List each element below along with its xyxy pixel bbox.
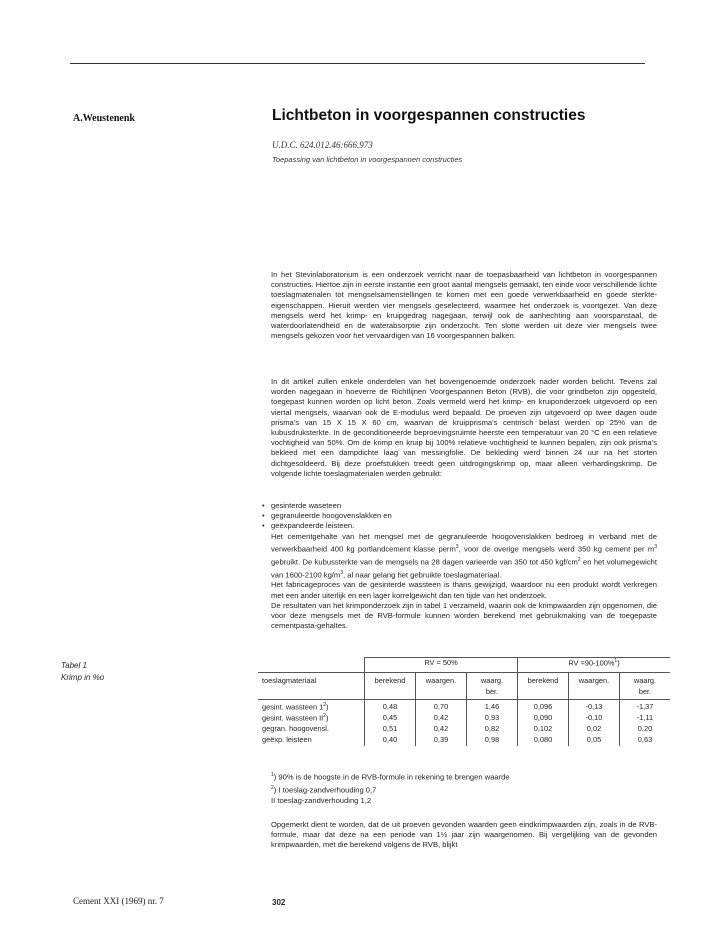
header-rule bbox=[70, 63, 645, 64]
paragraph-intro bbox=[271, 270, 657, 341]
cell-value: 0,70 bbox=[416, 700, 467, 714]
table-row bbox=[258, 724, 670, 735]
aggregate-list bbox=[262, 501, 392, 532]
table-column-header bbox=[258, 673, 670, 688]
cell-value: 0,39 bbox=[416, 735, 467, 746]
cell-value: -1,37 bbox=[620, 700, 671, 714]
col-header-waargen: waargen. bbox=[416, 673, 467, 688]
cell-value: 0,93 bbox=[467, 713, 518, 724]
cell-value: 0,02 bbox=[569, 724, 620, 735]
list-item: • gesinterde waseteen bbox=[262, 501, 392, 511]
paren: ) bbox=[326, 702, 329, 712]
cell-value: 0,102 bbox=[518, 724, 569, 735]
paragraph-method bbox=[271, 377, 657, 479]
cell-material bbox=[258, 735, 365, 746]
table-footnotes bbox=[271, 770, 510, 806]
list-item: • gegranuleerde hoogovenslakken en bbox=[262, 511, 392, 521]
superscript: 1 bbox=[271, 772, 274, 778]
col-subheader-ber: ber. bbox=[620, 687, 671, 700]
text-run: geëxp. leisteen bbox=[262, 735, 312, 744]
text-run: ) I toeslag-zandverhouding 0,7 bbox=[273, 785, 377, 795]
cell-value: 0,51 bbox=[365, 724, 416, 735]
cell-value: 1,46 bbox=[467, 700, 518, 714]
cell-value: 0,090 bbox=[518, 713, 569, 724]
cell-value: 0,42 bbox=[416, 724, 467, 735]
col-header-material: toeslagmateriaal bbox=[258, 673, 365, 688]
superscript: 3 bbox=[340, 569, 344, 576]
paragraph-fabrication: Het fabricageproces van de gesinterde wassteen is thans gewijzigd, waardoor nu een produkt wordt verkregen met een ander uiterlijk en een lager korrelgewicht dan ten tijde van het onderzoek. bbox=[271, 580, 657, 600]
cell-value: -1,11 bbox=[620, 713, 671, 724]
cell-value: 0,82 bbox=[467, 724, 518, 735]
table-caption bbox=[61, 660, 104, 684]
col-header-berekend: berekend bbox=[365, 673, 416, 688]
author-name: A.Weustenenk bbox=[73, 113, 135, 124]
group-label: RV =90-100% bbox=[568, 658, 615, 668]
text-run: gegran. hoogovensl. bbox=[262, 724, 329, 733]
footnote-3: II toeslag-zandverhouding 1,2 bbox=[271, 796, 372, 806]
cell-material bbox=[258, 724, 365, 735]
group-label: RV = 50% bbox=[424, 658, 458, 667]
cell-value: 0,48 bbox=[365, 700, 416, 714]
paragraph-intro-text: In het Stevinlaboratorium is een onderzoek verricht naar de toepasbaarheid van lichtbeton in voorgespannen constructies. Hiertoe zijn in eerste instantie een groot aantal mengsels gemaakt, ten einde voor verschillende lichte toeslagmaterialen tot mengselsamenstellingen te komen met een goede verwerkbaarheid en goede sterkte-eigenschappen. Hieruit werden vier mengsels geselecteerd, waarmee het onderzoek is voortgezet. Van deze mengsels werd het krimp- en kruipgedrag nagegaan, terwijl ook de aanhechting aan voorspanstaal, de waterdoorlatendheid en de waterabsorptie zijn onderzocht. Ten slotte werden uit deze vier mengsels twee mengsels gekozen voor het vervaardigen van 16 voorgespannen balken. bbox=[271, 270, 657, 341]
paragraph-table-reference: De resultaten van het krimponderzoek zijn in tabel 1 verzameld, waarin ook de krimpwaarden zijn opgenomen, die voor deze mengsels met de RVB-formule kunnen worden berekend met gebruikmaking van de toegepaste cementpasta-gehaltes. bbox=[271, 600, 657, 631]
paragraph-conclusion-text: Opgemerkt dient te worden, dat de uit proeven gevonden waarden geen eindkrimpwaarden zijn, zoals in de RVB-formule, maar dat deze na een periode van 1½ jaar zijn waargenomen. Bij vergelijking van de gevonden krimpwaarden, met die berekend volgens de RVB, blijkt bbox=[271, 820, 657, 850]
paragraph-results bbox=[271, 532, 657, 631]
cell-value: -0,13 bbox=[569, 700, 620, 714]
paragraph-method-text: In dit artikel zullen enkele onderdelen van het bovengenoemde onderzoek nader worden belicht. Tevens zal worden nagegaan in hoeverre de Richtlijnen Voorgespannen Beton (RVB), die voor grindbeton zijn opgesteld, toegepast kunnen worden op licht beton. Zoals vermeld werd het krimp- en kruiponderzoek uitgevoerd op een viertal mengsels, waarvan ook de E-modulus werd bepaald. De proeven zijn uitgevoerd op twee dagen oude prisma's van 15 X 15 X 60 cm, waarvan de kruipprisma's centrisch belast werden op 25% van de kubusdruksterkte. In de geconditioneerde beproevingsruimte heerste een temperatuur van 20 °C en een relatieve vochtigheid van 50%. Om de krimp en kruip bij 100% relatieve vochtigheid te kunnen bepalen, zijn ook prisma's bekleed met een dampdichte laag van messingfolie. De bekleding werd binnen 24 uur na het storten dichtgesoldeerd. Bij deze proefstukken treedt geen uitdrogingskrimp op, maar alleen verhardingskrimp. De volgende lichte toeslagmaterialen werden gebruikt: bbox=[271, 377, 657, 478]
cell-value: 0,63 bbox=[620, 735, 671, 746]
text-run: en het volumegewicht van 1600-2100 kg/m bbox=[271, 557, 658, 580]
journal-reference: Cement XXI (1969) nr. 7 bbox=[73, 896, 164, 906]
text-run: ) 90% is de hoogste in de RVB-formule in rekening te brengen waarde bbox=[273, 772, 510, 782]
superscript: 2 bbox=[323, 713, 326, 719]
superscript: 3 bbox=[654, 544, 657, 551]
col-header-berekend: berekend bbox=[518, 673, 569, 688]
list-item: • geëxpandeerde leisteen. bbox=[262, 521, 392, 531]
page-number: 302 bbox=[272, 898, 286, 907]
cell-value: 0,20 bbox=[620, 724, 671, 735]
table-number: Tabel 1 bbox=[61, 661, 87, 670]
col-header-waarg-ber: waarg. bbox=[467, 673, 518, 688]
cell-value: 0,40 bbox=[365, 735, 416, 746]
table-row bbox=[258, 713, 670, 724]
udc-code: U.D.C. 624.012.46:666.973 bbox=[272, 140, 373, 150]
text-run: , al naar gelang het gebruikte toeslagmateriaal. bbox=[343, 570, 502, 580]
text-run: gesint. wassteen II bbox=[262, 713, 324, 723]
superscript: 2 bbox=[271, 784, 274, 791]
group-header-rv50 bbox=[365, 658, 518, 673]
table-column-subheader bbox=[258, 687, 670, 700]
text-run: gesint. wassteen 1 bbox=[262, 702, 324, 712]
superscript: 1 bbox=[614, 658, 618, 664]
col-header-waargen: waargen. bbox=[569, 673, 620, 688]
shrinkage-table bbox=[258, 657, 670, 746]
table-row bbox=[258, 700, 670, 714]
footnote-1 bbox=[271, 770, 510, 783]
paren: ) bbox=[326, 713, 329, 723]
text-run: Het cementgehalte van het mengsel met de gegranuleerde hoogovenslakken bedroeg in verband met de verwerkbaarheid 400 kg portlandcement klasse perm bbox=[271, 532, 657, 554]
superscript: 2 bbox=[577, 556, 581, 563]
cell-value: 0,98 bbox=[467, 735, 518, 746]
article-subtitle: Toepassing van lichtbeton in voorgespannen constructies bbox=[272, 155, 463, 164]
paren: ) bbox=[617, 658, 620, 668]
table-group-header bbox=[258, 658, 670, 673]
paragraph-cement-content bbox=[271, 532, 657, 580]
paragraph-conclusion bbox=[271, 820, 657, 851]
cell-value: 0,42 bbox=[416, 713, 467, 724]
article-title: Lichtbeton in voorgespannen constructies bbox=[272, 107, 586, 124]
text-run: , voor de overige mengsels werd 350 kg cement per m bbox=[458, 544, 655, 554]
cell-material bbox=[258, 700, 365, 714]
superscript: 3 bbox=[455, 544, 459, 551]
cell-value: 0,096 bbox=[518, 700, 569, 714]
col-subheader-ber: ber. bbox=[467, 687, 518, 700]
superscript: 2 bbox=[323, 702, 326, 708]
footnote-2 bbox=[271, 783, 510, 796]
table-title: Krimp in %o bbox=[61, 673, 105, 682]
cell-value: 0,45 bbox=[365, 713, 416, 724]
cell-value: 0,080 bbox=[518, 735, 569, 746]
cell-value: 0,05 bbox=[569, 735, 620, 746]
group-header-rv90 bbox=[518, 658, 671, 673]
table-row bbox=[258, 735, 670, 746]
cell-material bbox=[258, 713, 365, 724]
col-header-waarg-ber: waarg. bbox=[620, 673, 671, 688]
cell-value: -0,10 bbox=[569, 713, 620, 724]
text-run: gebruikt. De kubussterkte van de mengsels na 28 dagen varieerde van 350 tot 450 kgf/cm bbox=[271, 557, 578, 567]
